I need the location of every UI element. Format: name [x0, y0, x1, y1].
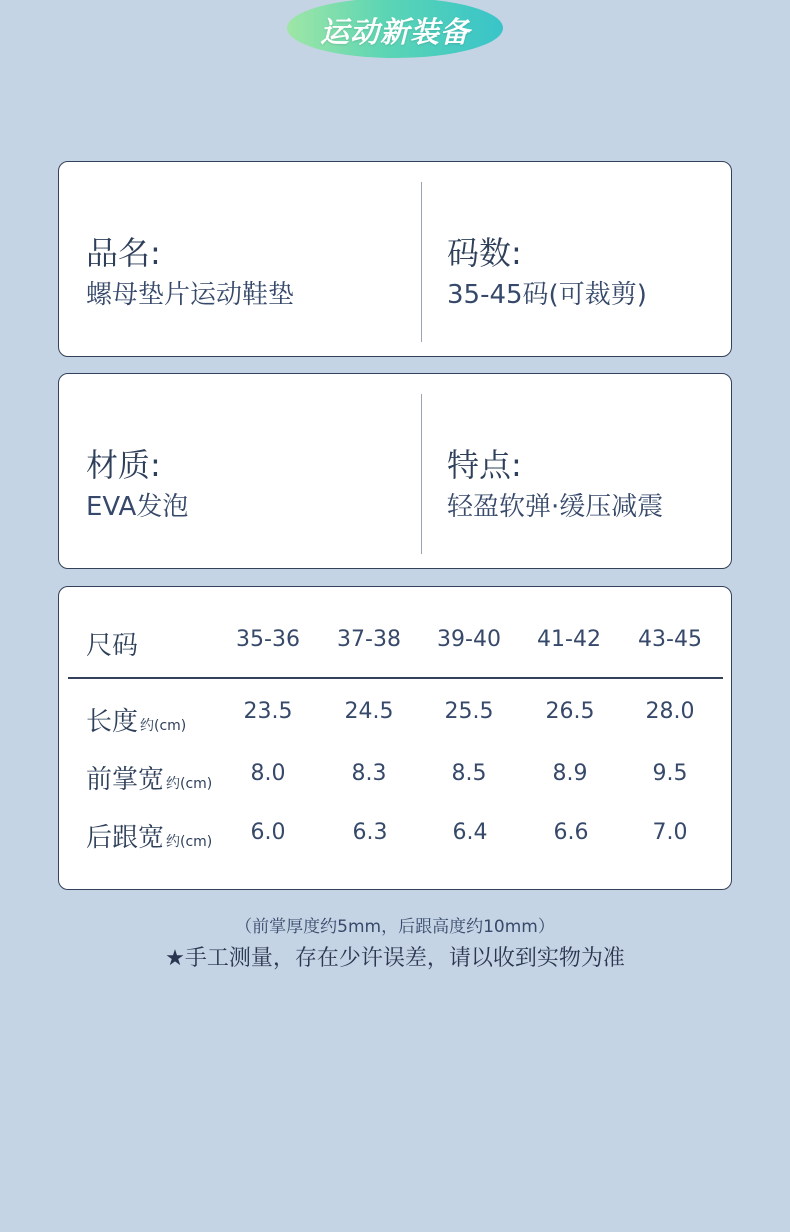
info-card-material-features	[58, 373, 732, 569]
material-value: EVA发泡	[86, 492, 189, 522]
table-cell: 8.9	[552, 761, 588, 786]
table-cell: 6.6	[553, 820, 589, 845]
row-label-text: 长度	[86, 707, 139, 737]
table-cell: 9.5	[652, 761, 688, 786]
row-unit: 约(cm)	[166, 834, 213, 850]
size-header: 43-45	[638, 627, 702, 652]
features-label: 特点:	[447, 446, 522, 484]
banner-title: 运动新装备	[319, 14, 470, 49]
card-divider	[421, 182, 422, 342]
size-header: 41-42	[537, 627, 601, 652]
info-card-name-size	[58, 161, 732, 357]
table-cell: 6.3	[352, 820, 388, 845]
table-cell: 6.0	[250, 820, 286, 845]
table-cell: 8.3	[351, 761, 387, 786]
table-cell: 7.0	[652, 820, 688, 845]
table-cell: 24.5	[344, 699, 394, 724]
size-header: 39-40	[437, 627, 501, 652]
table-cell: 25.5	[444, 699, 494, 724]
row-label-heel-width	[86, 817, 212, 854]
size-range-value: 35-45码(可裁剪)	[447, 280, 647, 310]
table-cell: 6.4	[452, 820, 488, 845]
row-unit: 约(cm)	[166, 776, 213, 792]
row-label-length	[86, 701, 186, 738]
table-cell: 23.5	[243, 699, 293, 724]
size-header: 35-36	[236, 627, 300, 652]
thickness-note: （前掌厚度约5mm，后跟高度约10mm）	[235, 917, 555, 937]
size-table	[58, 586, 732, 890]
table-cell: 8.0	[250, 761, 286, 786]
material-label: 材质:	[86, 446, 161, 484]
table-header-rule	[68, 677, 723, 679]
row-unit: 约(cm)	[140, 718, 187, 734]
card-divider	[421, 394, 422, 554]
measurement-disclaimer: ★手工测量，存在少许误差，请以收到实物为准	[165, 946, 625, 971]
table-header-label: 尺码	[86, 631, 139, 661]
table-cell: 26.5	[545, 699, 595, 724]
row-label-text: 后跟宽	[86, 823, 165, 853]
table-cell: 8.5	[451, 761, 487, 786]
product-name-label: 品名:	[86, 234, 161, 272]
row-label-text: 前掌宽	[86, 765, 165, 795]
size-header: 37-38	[337, 627, 401, 652]
banner	[287, 0, 503, 58]
table-cell: 28.0	[645, 699, 695, 724]
product-name-value: 螺母垫片运动鞋垫	[86, 280, 295, 310]
features-value: 轻盈软弹·缓压减震	[447, 492, 664, 522]
row-label-forefoot-width	[86, 759, 212, 796]
size-range-label: 码数:	[447, 234, 522, 272]
